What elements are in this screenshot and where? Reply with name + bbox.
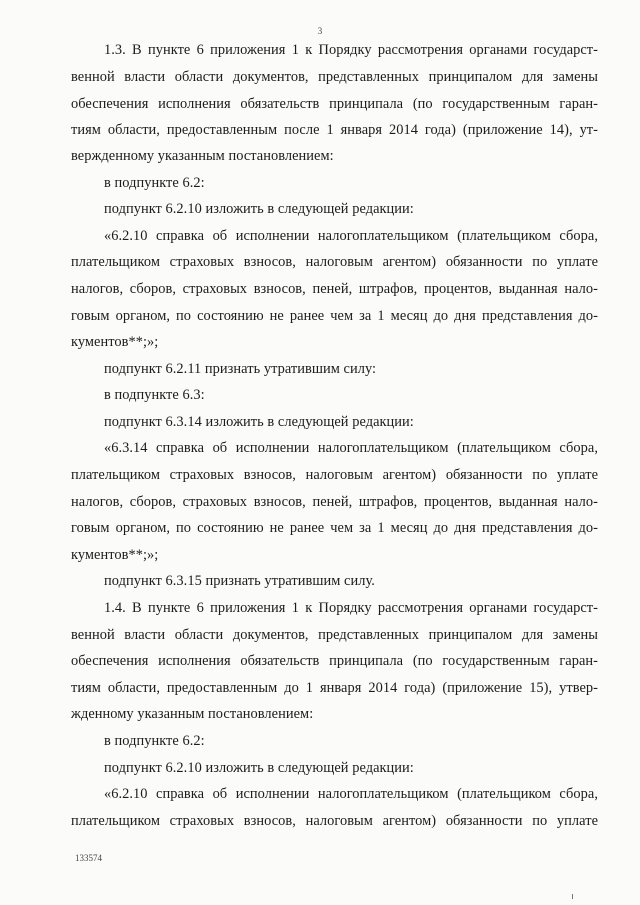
text-line: «6.2.10 справка об исполнении налогоплательщиком (плательщиком сбора, bbox=[104, 228, 598, 244]
text-line: плательщиком страховых взносов, налоговым агентом) обязанности по уплате bbox=[71, 254, 598, 270]
text-line: «6.2.10 справка об исполнении налогоплательщиком (плательщиком сбора, bbox=[104, 786, 598, 802]
text-line: говым органом, по состоянию не ранее чем за 1 месяц до дня представления до- bbox=[71, 520, 598, 536]
text-line: «6.3.14 справка об исполнении налогоплательщиком (плательщиком сбора, bbox=[104, 440, 598, 456]
text-line: в подпункте 6.2: bbox=[104, 733, 205, 749]
text-line: в подпункте 6.2: bbox=[104, 175, 205, 191]
text-line: налогов, сборов, страховых взносов, пеней, штрафов, процентов, выданная нало- bbox=[71, 494, 598, 510]
text-line: жденному указанным постановлением: bbox=[71, 706, 314, 722]
text-line: подпункт 6.2.10 изложить в следующей редакции: bbox=[104, 201, 414, 217]
page-number: 3 bbox=[317, 26, 323, 36]
text-line: подпункт 6.2.11 признать утратившим силу: bbox=[104, 361, 377, 377]
text-line: венной власти области документов, представленных принципалом для замены bbox=[71, 627, 598, 643]
text-line: плательщиком страховых взносов, налоговым агентом) обязанности по уплате bbox=[71, 467, 598, 483]
text-line: подпункт 6.2.10 изложить в следующей редакции: bbox=[104, 760, 414, 776]
text-line: плательщиком страховых взносов, налоговым агентом) обязанности по уплате bbox=[71, 813, 598, 829]
document-code: 133574 bbox=[75, 853, 102, 863]
text-line: 1.4. В пункте 6 приложения 1 к Порядку рассмотрения органами государст- bbox=[104, 600, 598, 616]
text-line: обеспечения исполнения обязательств принципала (по государственным гаран- bbox=[71, 96, 598, 112]
text-line: подпункт 6.3.14 изложить в следующей редакции: bbox=[104, 414, 414, 430]
scan-mark bbox=[572, 894, 573, 899]
text-line: вержденному указанным постановлением: bbox=[71, 148, 334, 164]
text-line: говым органом, по состоянию не ранее чем за 1 месяц до дня представления до- bbox=[71, 308, 598, 324]
text-line: тиям области, предоставленным до 1 января 2014 года) (приложение 15), утвер- bbox=[71, 680, 598, 696]
text-line: 1.3. В пункте 6 приложения 1 к Порядку рассмотрения органами государст- bbox=[104, 42, 598, 58]
text-line: венной власти области документов, представленных принципалом для замены bbox=[71, 69, 598, 85]
text-line: подпункт 6.3.15 признать утратившим силу. bbox=[104, 573, 375, 589]
text-line: кументов**;»; bbox=[71, 547, 159, 563]
text-line: в подпункте 6.3: bbox=[104, 387, 205, 403]
text-line: тиям области, предоставленным после 1 января 2014 года) (приложение 14), ут- bbox=[71, 122, 598, 138]
text-line: обеспечения исполнения обязательств принципала (по государственным гаран- bbox=[71, 653, 598, 669]
text-line: налогов, сборов, страховых взносов, пеней, штрафов, процентов, выданная нало- bbox=[71, 281, 598, 297]
text-line: кументов**;»; bbox=[71, 334, 159, 350]
